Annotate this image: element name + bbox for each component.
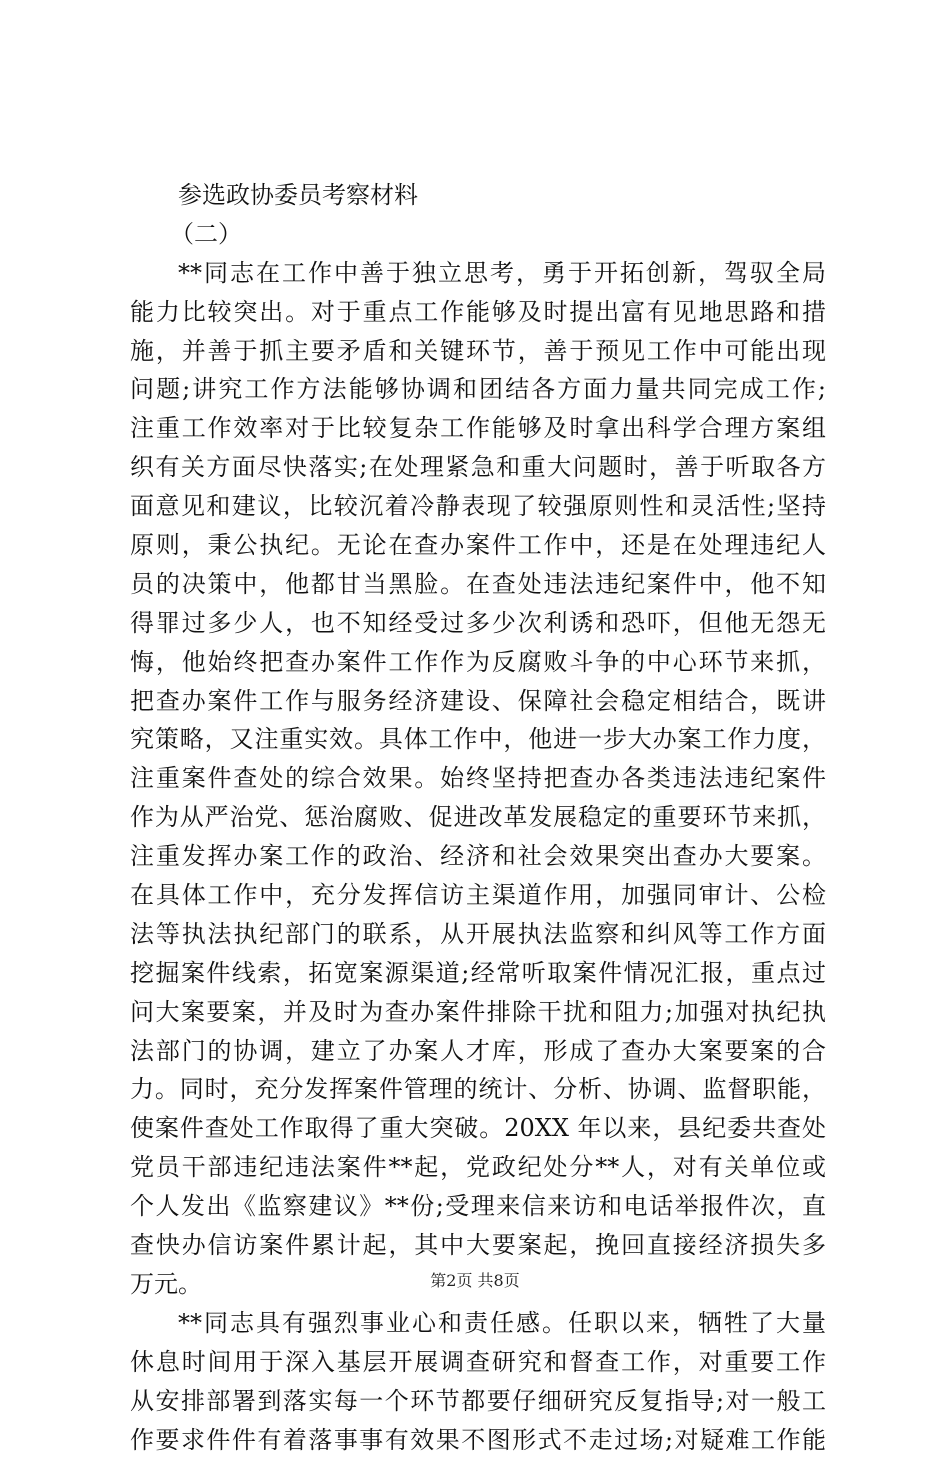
text-line: 面意见和建议，比较沉着冷静表现了较强原则性和灵活性;坚持 (130, 487, 826, 526)
text-line: 织有关方面尽快落实;在处理紧急和重大问题时，善于听取各方 (130, 448, 826, 487)
text-line: 挖掘案件线索，拓宽案源渠道;经常听取案件情况汇报，重点过 (130, 954, 826, 993)
text-line: 能力比较突出。对于重点工作能够及时提出富有见地思路和措 (130, 293, 826, 332)
text-line: 作为从严治党、惩治腐败、促进改革发展稳定的重要环节来抓， (130, 798, 826, 837)
text-line: 问题;讲究工作方法能够协调和团结各方面力量共同完成工作; (130, 370, 826, 409)
text-line: 注重案件查处的综合效果。始终坚持把查办各类违法违纪案件 (130, 759, 826, 798)
text-line: 查快办信访案件累计起，其中大要案起，挽回直接经济损失多 (130, 1226, 826, 1265)
text-line: 个人发出《监察建议》**份;受理来信来访和电话举报件次，直 (130, 1187, 826, 1226)
text-line: 员的决策中，他都甘当黑脸。在查处违法违纪案件中，他不知 (130, 565, 826, 604)
text-line: 使案件查处工作取得了重大突破。20XX 年以来，县纪委共查处 (130, 1109, 826, 1148)
text-line: 原则，秉公执纪。无论在查办案件工作中，还是在处理违纪人 (130, 526, 826, 565)
text-line: 把查办案件工作与服务经济建设、保障社会稳定相结合，既讲 (130, 682, 826, 721)
text-line: 法等执法执纪部门的联系，从开展执法监察和纠风等工作方面 (130, 915, 826, 954)
text-line: 在具体工作中，充分发挥信访主渠道作用，加强同审计、公检 (130, 876, 826, 915)
text-line: 问大案要案，并及时为查办案件排除干扰和阻力;加强对执纪执 (130, 993, 826, 1032)
paragraph-2 (130, 1304, 826, 1459)
document-subtitle: （二） (130, 215, 826, 254)
text-line: 从安排部署到落实每一个环节都要仔细研究反复指导;对一般工 (130, 1382, 826, 1421)
paragraph-1 (130, 254, 826, 1304)
text-line: 作要求件件有着落事事有效果不图形式不走过场;对疑难工作能 (130, 1421, 826, 1459)
text-line: **同志在工作中善于独立思考，勇于开拓创新，驾驭全局 (130, 254, 826, 293)
page-number-footer: 第2页 共8页 (0, 1268, 950, 1291)
text-line: 究策略，又注重实效。具体工作中，他进一步大办案工作力度， (130, 720, 826, 759)
text-line: 力。同时，充分发挥案件管理的统计、分析、协调、监督职能， (130, 1070, 826, 1109)
document-title: 参选政协委员考察材料 (130, 176, 826, 215)
text-line: **同志具有强烈事业心和责任感。任职以来，牺牲了大量 (130, 1304, 826, 1343)
text-line: 注重发挥办案工作的政治、经济和社会效果突出查办大要案。 (130, 837, 826, 876)
text-line: 得罪过多少人，也不知经受过多少次利诱和恐吓，但他无怨无 (130, 604, 826, 643)
text-line: 休息时间用于深入基层开展调查研究和督查工作，对重要工作 (130, 1343, 826, 1382)
document-body (130, 176, 826, 1459)
text-line: 注重工作效率对于比较复杂工作能够及时拿出科学合理方案组 (130, 409, 826, 448)
text-line: 法部门的协调，建立了办案人才库，形成了查办大案要案的合 (130, 1032, 826, 1071)
text-line: 党员干部违纪违法案件**起，党政纪处分**人，对有关单位或 (130, 1148, 826, 1187)
text-line: 施，并善于抓主要矛盾和关键环节，善于预见工作中可能出现 (130, 332, 826, 371)
text-line: 悔，他始终把查办案件工作作为反腐败斗争的中心环节来抓， (130, 643, 826, 682)
text-line: 万元。 (130, 1265, 826, 1304)
